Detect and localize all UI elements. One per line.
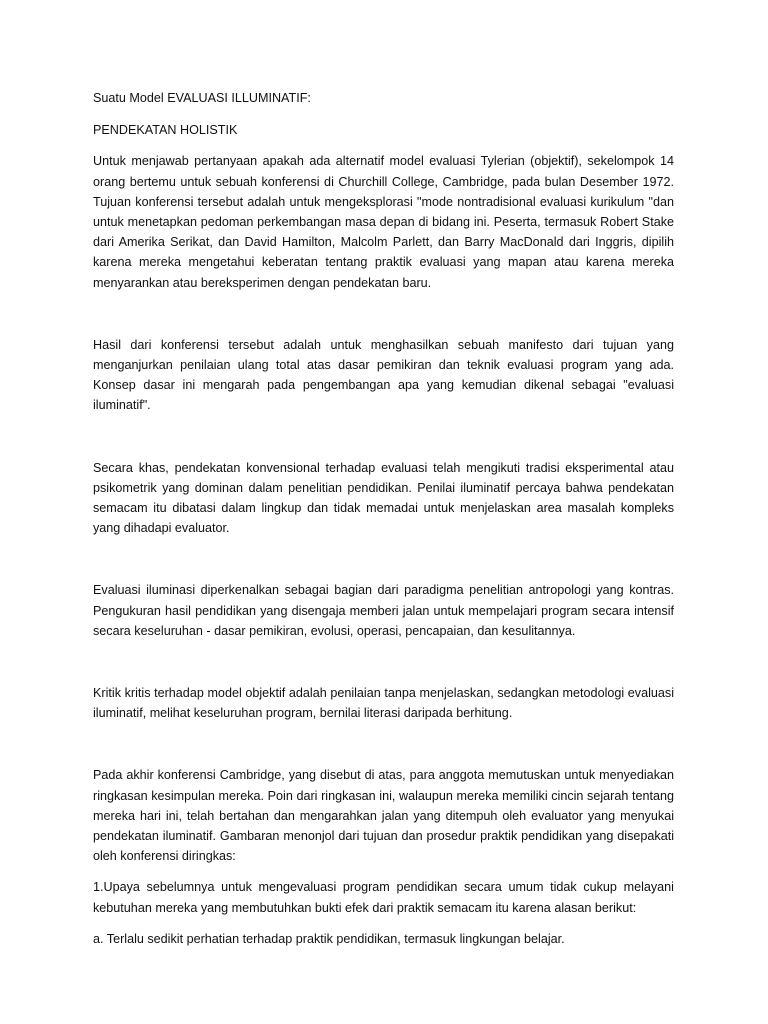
document-subtitle: PENDEKATAN HOLISTIK bbox=[93, 123, 238, 138]
paragraph-conventional-approach: Secara khas, pendekatan konvensional terhadap evaluasi telah mengikuti tradisi eksperimental atau psikometrik yang dominan dalam penelitian pendidikan. Penilai iluminatif percaya bahwa pendekatan semacam itu dibatasi dalam lingkup dan tidak memadai untuk menjelaskan area masalah kompleks yang dihadapi evaluator. bbox=[93, 460, 674, 536]
paragraph-intro: Untuk menjawab pertanyaan apakah ada alternatif model evaluasi Tylerian (objektif), sekelompok 14 orang bertemu untuk sebuah konferensi di Churchill College, Cambridge, pada bulan Desember 1972. Tujuan konferensi tersebut adalah untuk mengeksplorasi "mode nontradisional evaluasi kurikulum "dan untuk menetapkan pedoman perkembangan masa depan di bidang ini. Peserta, termasuk Robert Stake dari Amerika Serikat, dan David Hamilton, Malcolm Parlett, dan Barry MacDonald dari Inggris, dipilih karena mereka mengetahui keberatan tentang praktik evaluasi yang mapan atau karena mereka menyarankan atau bereksperimen dengan pendekatan baru. bbox=[93, 154, 674, 290]
paragraph-conference-result: Hasil dari konferensi tersebut adalah untuk menghasilkan sebuah manifesto dari tujuan yang menganjurkan penilaian ulang total atas dasar pemikiran dan teknik evaluasi program yang ada. Konsep dasar ini mengarah pada pengembangan apa yang kemudian dikenal sebagai "evaluasi iluminatif". bbox=[93, 337, 674, 413]
list-item-a: a. Terlalu sedikit perhatian terhadap praktik pendidikan, termasuk lingkungan belajar. bbox=[93, 931, 565, 946]
paragraph-cambridge-summary: Pada akhir konferensi Cambridge, yang disebut di atas, para anggota memutuskan untuk menyediakan ringkasan kesimpulan mereka. Poin dari ringkasan ini, walaupun mereka memiliki cincin sejarah tentang mereka hari ini, telah bertahan dan mengarahkan jalan yang ditempuh oleh evaluator yang menyukai pendekatan iluminatif. Gambaran menonjol dari tujuan dan prosedur praktik pendidikan yang disepakati oleh konferensi diringkas: bbox=[93, 768, 674, 864]
document-body bbox=[93, 88, 674, 949]
list-item-1: 1.Upaya sebelumnya untuk mengevaluasi program pendidikan secara umum tidak cukup melayani kebutuhan mereka yang membutuhkan bukti efek dari praktik semacam itu karena alasan berikut: bbox=[93, 880, 674, 915]
paragraph-critique: Kritik kritis terhadap model objektif adalah penilaian tanpa menjelaskan, sedangkan metodologi evaluasi iluminatif, melihat keseluruhan program, bernilai literasi daripada berhitung. bbox=[93, 686, 674, 721]
paragraph-illumination-intro: Evaluasi iluminasi diperkenalkan sebagai bagian dari paradigma penelitian antropologi yang kontras. Pengukuran hasil pendidikan yang disengaja memberi jalan untuk mempelajari program secara intensif secara keseluruhan - dasar pemikiran, evolusi, operasi, pencapaian, dan kesulitannya. bbox=[93, 583, 674, 638]
document-title: Suatu Model EVALUASI ILLUMINATIF: bbox=[93, 91, 311, 105]
